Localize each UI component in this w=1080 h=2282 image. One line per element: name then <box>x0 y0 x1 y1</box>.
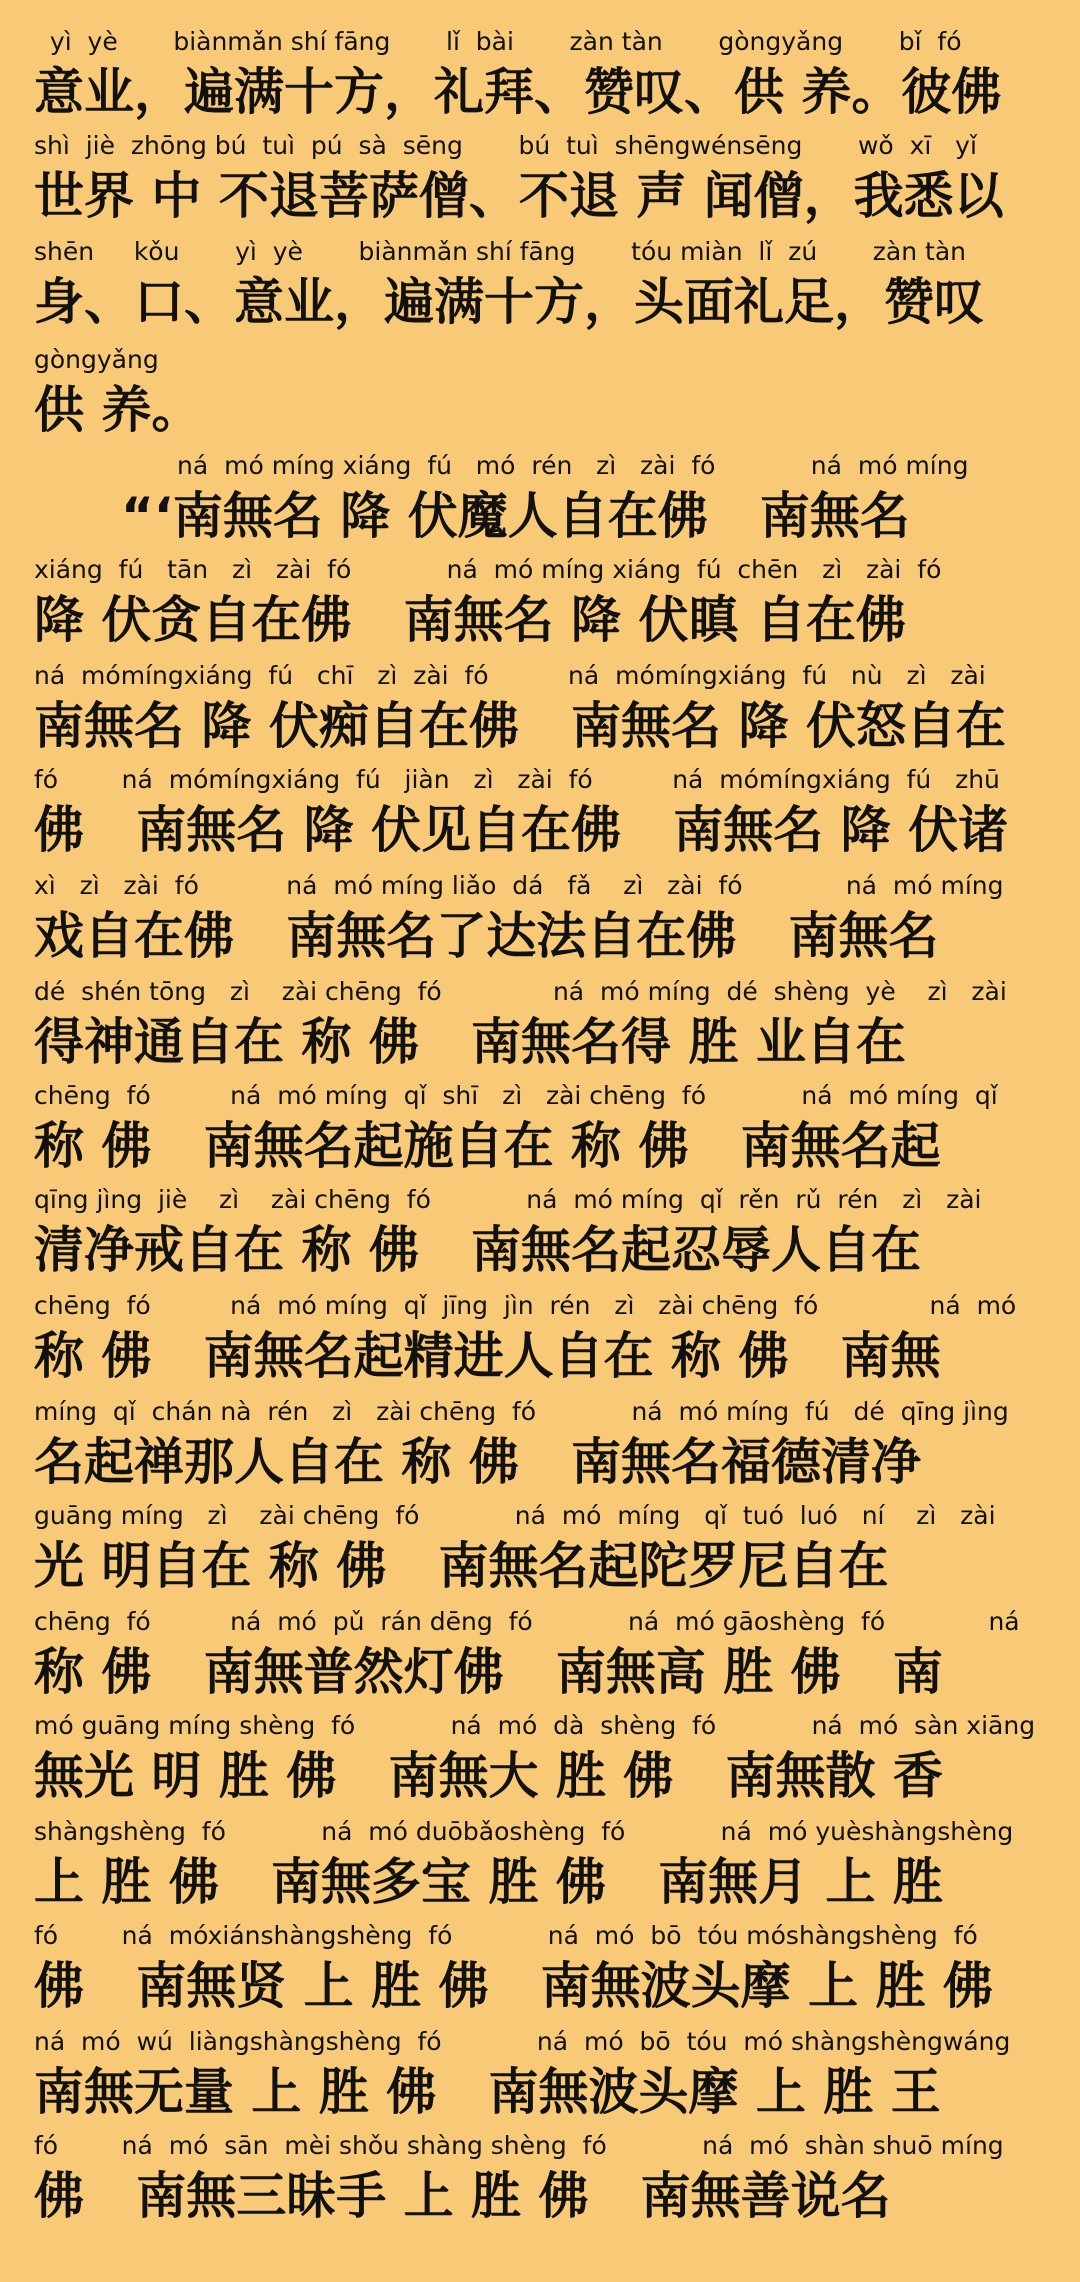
pinyin-line: mó guāng míng shèng fó ná mó dà shèng fó ná mó sàn xiāng <box>34 1711 1036 1740</box>
text-line <box>34 660 1046 764</box>
pinyin-line: shēn kǒu yì yè biànmǎn shí fāng tóu miàn lǐ zú zàn tàn <box>34 237 967 266</box>
pinyin-line: fó ná mó sān mèi shǒu shàng shèng fó ná mó shàn shuō míng <box>34 2131 1004 2160</box>
text-line <box>34 1080 1046 1184</box>
pinyin-line: xiáng fú tān zì zài fó ná mó míng xiáng fú chēn zì zài fó <box>34 555 942 584</box>
pinyin-line: shì jiè zhōng bú tuì pú sà sēng bú tuì shēngwénsēng wǒ xī yǐ <box>34 131 977 160</box>
text-line <box>34 2130 1046 2234</box>
pinyin-line: ná mó míng xiáng fú mó rén zì zài fó ná mó míng <box>34 451 969 480</box>
pinyin-line: ná mómíngxiáng fú chī zì zài fó ná mómíngxiáng fú nù zì zài <box>34 661 986 690</box>
hanzi-line: 戏自在佛 南無名了达法自在佛 南無名 <box>34 907 939 965</box>
text-line <box>34 870 1046 974</box>
hanzi-line: 光 明自在 称 佛 南無名起陀罗尼自在 <box>34 1537 889 1595</box>
hanzi-line: 降 伏贪自在佛 南無名 降 伏瞋 自在佛 <box>34 591 906 649</box>
pinyin-line: gòngyǎng <box>34 345 159 374</box>
pinyin-line: fó ná móxiánshàngshèng fó ná mó bō tóu móshàngshèng fó <box>34 1921 978 1950</box>
pinyin-line: chēng fó ná mó míng qǐ shī zì zài chēng fó ná mó míng qǐ <box>34 1081 998 1110</box>
hanzi-line: 称 佛 南無名起施自在 称 佛 南無名起 <box>34 1117 941 1175</box>
text-line <box>34 2026 1046 2130</box>
hanzi-line: 身、口、意业，遍满十方，头面礼足，赞叹 <box>34 273 984 331</box>
pinyin-line: guāng míng zì zài chēng fó ná mó míng qǐ tuó luó ní zì zài <box>34 1501 996 1530</box>
hanzi-line: 上 胜 佛 南無多宝 胜 佛 南無月 上 胜 <box>34 1853 943 1911</box>
pinyin-line: ná mó wú liàngshàngshèng fó ná mó bō tóu mó shàngshèngwáng <box>34 2027 1011 2056</box>
text-line <box>34 1500 1046 1604</box>
text-line <box>34 26 1046 130</box>
text-line <box>34 1816 1046 1920</box>
text-line <box>34 344 1046 448</box>
hanzi-line: 南無无量 上 胜 佛 南無波头摩 上 胜 王 <box>34 2063 941 2121</box>
hanzi-line: 無光 明 胜 佛 南無大 胜 佛 南無散 香 <box>34 1747 943 1805</box>
hanzi-line: 得神通自在 称 佛 南無名得 胜 业自在 <box>34 1013 906 1071</box>
pinyin-line: chēng fó ná mó míng qǐ jīng jìn rén zì zài chēng fó ná mó <box>34 1291 1017 1320</box>
text-line <box>34 1184 1046 1288</box>
pinyin-line: shàngshèng fó ná mó duōbǎoshèng fó ná mó yuèshàngshèng <box>34 1817 1014 1846</box>
text-line <box>34 130 1046 234</box>
pinyin-line: xì zì zài fó ná mó míng liǎo dá fǎ zì zài fó ná mó míng <box>34 871 1004 900</box>
pinyin-line: míng qǐ chán nà rén zì zài chēng fó ná mó míng fú dé qīng jìng <box>34 1397 1009 1426</box>
pinyin-line: dé shén tōng zì zài chēng fó ná mó míng dé shèng yè zì zài <box>34 977 1007 1006</box>
pinyin-line: chēng fó ná mó pǔ rán dēng fó ná mó gāoshèng fó ná <box>34 1607 1020 1636</box>
hanzi-line: 佛 南無名 降 伏见自在佛 南無名 降 伏诸 <box>34 801 1009 859</box>
hanzi-line: 世界 中 不退菩萨僧、不退 声 闻僧，我悉以 <box>34 167 1004 225</box>
hanzi-line: 清净戒自在 称 佛 南無名起忍辱人自在 <box>34 1221 922 1279</box>
hanzi-line: 名起禅那人自在 称 佛 南無名福德清净 <box>34 1433 922 1491</box>
text-line <box>34 1290 1046 1394</box>
text-line <box>34 1920 1046 2024</box>
hanzi-line: 佛 南無贤 上 胜 佛 南無波头摩 上 胜 佛 <box>34 1957 993 2015</box>
text-line <box>34 554 1046 658</box>
text-line <box>34 450 1046 554</box>
pinyin-line: fó ná mómíngxiáng fú jiàn zì zài fó ná mómíngxiáng fú zhū <box>34 765 1000 794</box>
hanzi-line: 称 佛 南無名起精进人自在 称 佛 南無 <box>34 1327 941 1385</box>
hanzi-line: 南無名 降 伏痴自在佛 南無名 降 伏怒自在 <box>34 697 1006 755</box>
text-line <box>34 1710 1046 1814</box>
pinyin-line: yì yè biànmǎn shí fāng lǐ bài zàn tàn gòngyǎng bǐ fó <box>34 27 962 56</box>
hanzi-line: 称 佛 南無普然灯佛 南無高 胜 佛 南 <box>34 1643 943 1701</box>
hanzi-line: “‘南無名 降 伏魔人自在佛 南無名 <box>34 487 910 545</box>
text-line <box>34 1606 1046 1710</box>
text-line <box>34 764 1046 868</box>
hanzi-line: 供 养。 <box>34 381 202 439</box>
text-line <box>34 976 1046 1080</box>
hanzi-line: 意业，遍满十方，礼拜、赞叹、供 养。彼佛 <box>34 63 1002 121</box>
pinyin-line: qīng jìng jiè zì zài chēng fó ná mó míng qǐ rěn rǔ rén zì zài <box>34 1185 982 1214</box>
hanzi-line: 佛 南無三昧手 上 胜 佛 南無善说名 <box>34 2167 891 2225</box>
text-line <box>34 1396 1046 1500</box>
text-line <box>34 236 1046 340</box>
